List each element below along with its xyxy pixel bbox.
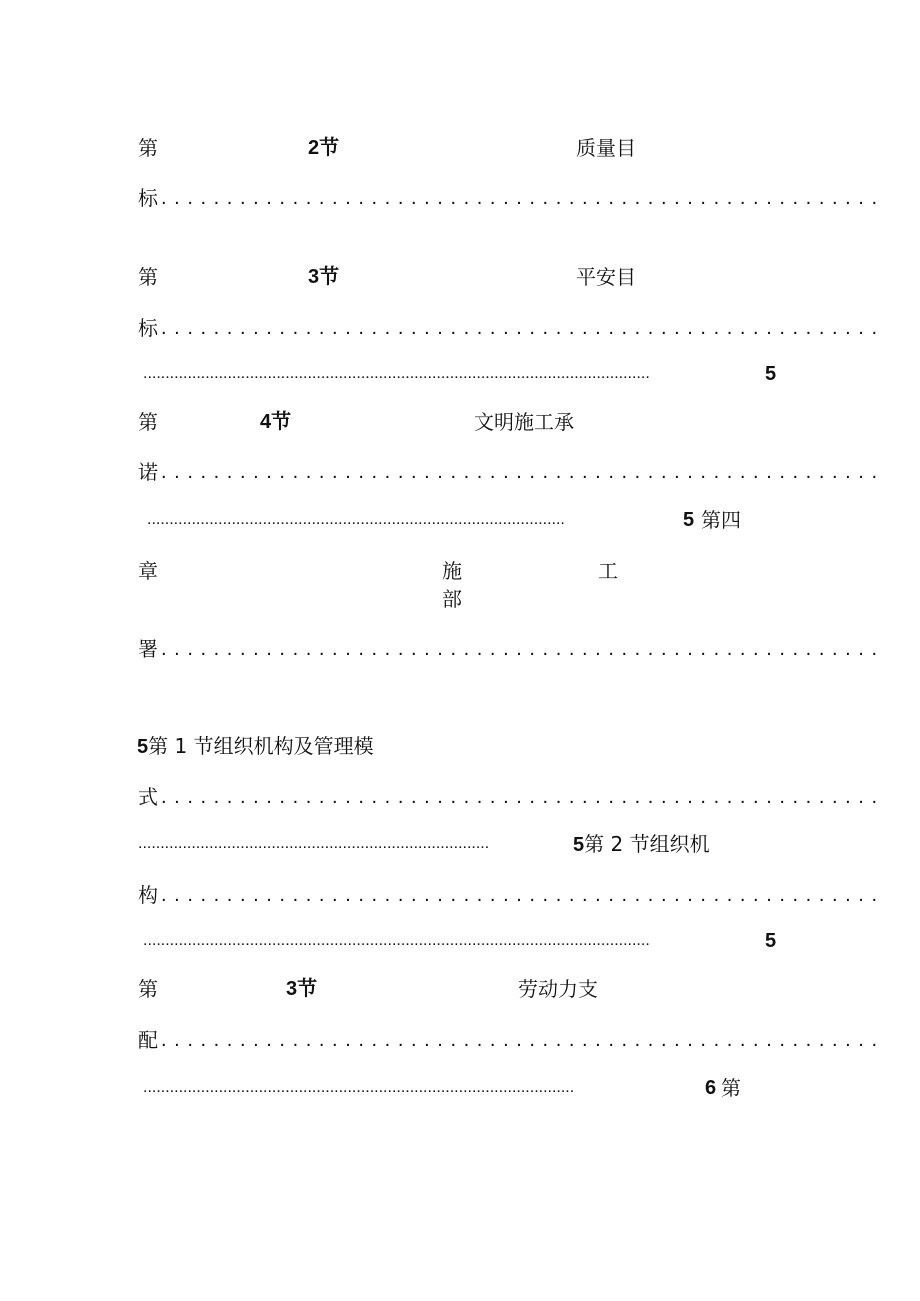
toc-s1-cont: 式 [138,785,158,809]
toc-ch4-cont: 署 [138,637,158,661]
toc-s1-page-line [573,832,710,857]
toc-ch4-page: 5 [137,736,149,758]
toc-s1-leader: ....................................................... [161,786,885,808]
toc-ch4-shi: 施 [442,559,462,583]
toc-s3b-next: 第 [721,1076,741,1100]
toc-s3b-di: 第 [138,977,158,1001]
toc-s2-num: 2节 [308,137,340,159]
toc-s4-leader: ....................................................... [161,461,885,483]
toc-ch4-bu: 部 [442,587,462,611]
toc-s4-di: 第 [138,410,158,434]
toc-s2-title: 质量目 [576,136,636,160]
toc-s3b-leader2: ................................................................................................. [143,1079,575,1096]
toc-s2b-leader: ....................................................... [161,884,885,906]
toc-s2b-line: 第 2 节组织机 [584,832,710,856]
toc-s3-leader: ....................................................... [161,317,885,339]
toc-s3b-num: 3节 [286,978,318,1000]
toc-s2b-page: 5 [765,930,777,952]
toc-ch4-gong: 工 [598,559,618,583]
toc-s3b-cont: 配 [138,1028,158,1052]
toc-s4-cont: 诺 [138,460,158,484]
toc-ch4-zhang: 章 [138,559,158,583]
toc-s3-title: 平安目 [576,265,636,289]
toc-s2b-leader2: .................................................................................................................. [143,932,650,949]
toc-s2b-cont: 构 [138,883,158,907]
toc-s2-di: 第 [138,136,158,160]
toc-s4-title: 文明施工承 [474,410,574,434]
toc-s2-leader: ....................................................... [161,187,885,209]
toc-s1-line: 第 1 节组织机构及管理模 [148,734,374,758]
toc-s1-page: 5 [573,834,585,856]
toc-ch4-leader: ....................................................... [161,638,885,660]
toc-s4-next: 第四 [701,508,741,532]
toc-s1-leader2: ............................................................................... [138,835,490,852]
toc-s3-cont: 标 [138,316,158,340]
toc-s4-num: 4节 [260,411,292,433]
toc-s2-cont: 标 [138,186,158,210]
toc-s3-leader2: .................................................................................................................. [143,365,650,382]
toc-s4-leader2: .............................................................................................. [147,511,565,528]
toc-s3-page: 5 [765,363,777,385]
toc-s3b-title: 劳动力支 [518,977,598,1001]
toc-ch4-page-line [137,734,374,759]
toc-s3b-leader: ....................................................... [161,1029,885,1051]
toc-s4-page: 5 [683,509,695,531]
toc-s3-di: 第 [138,265,158,289]
toc-s3-num: 3节 [308,266,340,288]
toc-s3b-page: 6 [705,1077,717,1099]
